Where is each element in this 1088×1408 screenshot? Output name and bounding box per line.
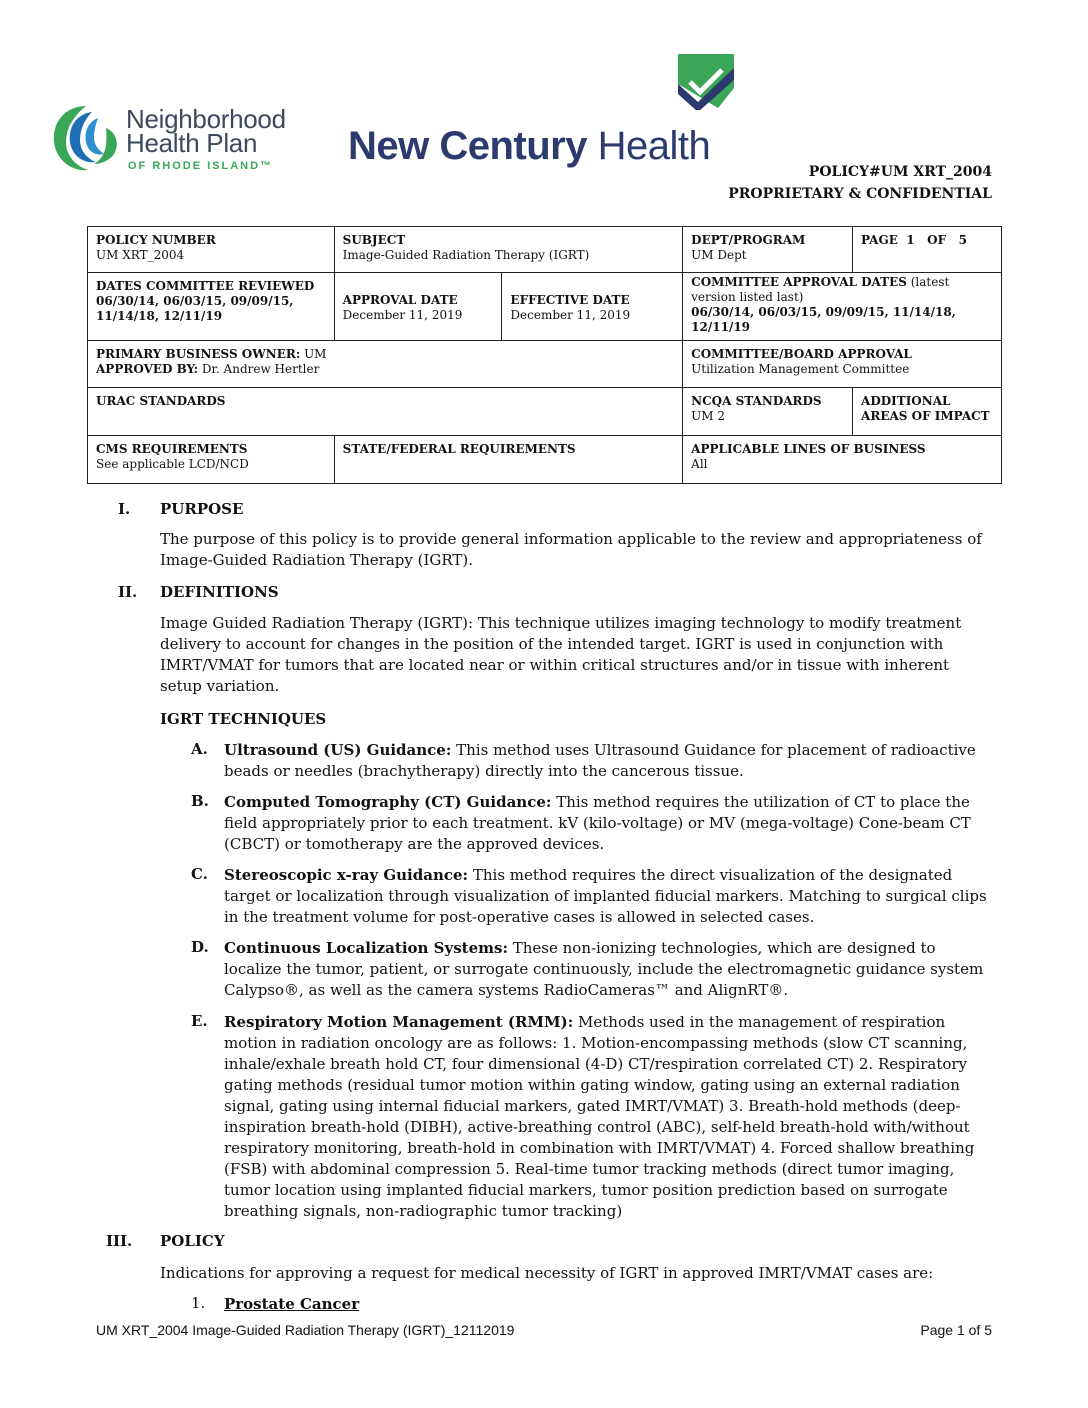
urac-label: URAC STANDARDS — [96, 394, 226, 408]
additional-label: ADDITIONAL AREAS OF IMPACT — [861, 394, 990, 423]
committee-dates-label: COMMITTEE APPROVAL DATES — [691, 275, 907, 289]
policy-number-heading: POLICY#UM XRT_2004 — [808, 164, 992, 180]
dept-label: DEPT/PROGRAM — [691, 233, 806, 247]
cell-policy-number — [88, 227, 335, 273]
cell-effective-date — [502, 273, 683, 341]
board-value: Utilization Management Committee — [691, 362, 910, 376]
cell-approval-date — [334, 273, 502, 341]
nhp-subtitle: OF RHODE ISLAND™ — [128, 160, 274, 172]
nch-check-icon — [678, 54, 734, 110]
technique-a-text: This method uses Ultrasound Guidance for placement of radioactive beads or needles (brachytherapy) directly into the cancerous tissue. — [224, 741, 976, 780]
section-3-number: III. — [106, 1232, 133, 1250]
ncqa-label: NCQA STANDARDS — [691, 394, 822, 408]
technique-c-text: This method requires the direct visualization of the designated target or localization through visualization of implanted fiducial markers. Matching to surgical clips in the treatment volume for post-operative cases is allowed in selected cases. — [224, 866, 987, 926]
technique-c — [224, 865, 994, 928]
nch-name — [348, 124, 710, 169]
technique-e — [224, 1012, 994, 1222]
nhp-logo — [46, 98, 316, 178]
technique-b-text: This method requires the utilization of CT to place the field appropriately prior to each treatment. kV (kilo-voltage) or MV (mega-voltage) Cone-beam CT (CBCT) or tomotherapy are the approved devices. — [224, 793, 971, 853]
section-2-title: DEFINITIONS — [160, 583, 279, 601]
owner-label: PRIMARY BUSINESS OWNER: — [96, 347, 301, 361]
cms-label: CMS REQUIREMENTS — [96, 442, 248, 456]
effective-date-value: December 11, 2019 — [510, 307, 631, 322]
cell-page — [853, 227, 1002, 273]
nhp-swirl-icon — [46, 98, 126, 178]
approval-date-label: APPROVAL DATE — [342, 292, 458, 307]
policy-item-1-title-text: Prostate Cancer — [224, 1295, 360, 1313]
nhp-name-line2: Health Plan — [126, 128, 258, 158]
cell-urac — [88, 388, 683, 436]
cell-dates-reviewed — [88, 273, 335, 341]
technique-c-term: Stereoscopic x-ray Guidance: — [224, 866, 469, 884]
cell-subject — [334, 227, 683, 273]
policy-number-value: UM XRT_2004 — [96, 248, 185, 262]
nhp-name-line1: Neighborhood — [126, 104, 286, 134]
nch-name-light: Health — [587, 124, 711, 168]
technique-c-letter: C. — [191, 865, 208, 883]
technique-a-letter: A. — [191, 740, 208, 758]
section-1-title: PURPOSE — [160, 500, 244, 518]
nch-name-bold: New Century — [348, 124, 587, 168]
committee-dates-value: 06/30/14, 06/03/15, 09/09/15, 11/14/18, 12/11/19 — [691, 305, 956, 334]
approved-by-label: APPROVED BY: — [96, 362, 199, 376]
cell-lob — [683, 436, 1002, 484]
cell-additional — [853, 388, 1002, 436]
techniques-title: IGRT TECHNIQUES — [160, 710, 327, 728]
technique-e-term: Respiratory Motion Management (RMM): — [224, 1013, 574, 1031]
subject-value: Image-Guided Radiation Therapy (IGRT) — [342, 248, 590, 262]
technique-b-letter: B. — [191, 792, 209, 810]
state-label: STATE/FEDERAL REQUIREMENTS — [342, 442, 576, 456]
technique-b-term: Computed Tomography (CT) Guidance: — [224, 793, 552, 811]
technique-d-term: Continuous Localization Systems: — [224, 939, 508, 957]
policy-info-table — [87, 226, 1002, 484]
subject-label: SUBJECT — [342, 233, 406, 247]
cms-value: See applicable LCD/NCD — [96, 457, 249, 471]
dept-value: UM Dept — [691, 248, 747, 262]
cell-state-federal — [334, 436, 683, 484]
page-label: PAGE 1 OF 5 — [861, 233, 967, 247]
dates-reviewed-label: DATES COMMITTEE REVIEWED — [96, 279, 315, 293]
policy-item-1-title — [224, 1294, 994, 1315]
cell-cms — [88, 436, 335, 484]
nch-logo — [348, 54, 748, 170]
cell-ncqa — [683, 388, 853, 436]
board-label: COMMITTEE/BOARD APPROVAL — [691, 347, 912, 361]
technique-e-text: Methods used in the management of respiration motion in radiation oncology are as follows: 1. Motion-encompassing methods (slow CT scanning, inhale/exhale breath hold CT, four dimensional (4-D) CT/respiration correlated CT) 2. Respiratory gating methods (residual tumor motion within gating window, gating using an external radiation signal, gating using internal fiducial markers, gated IMRT/VMAT) 3. Breath-hold methods (deep-inspiration breath-hold (DIBH), active-breathing control (ABC), self-held breath-hold with/without respiratory monitoring, breath-hold in combination with IMRT/VMAT) 4. Forced shallow breathing (FSB) with abdominal compression 5. Real-time tumor tracking methods (direct tumor imaging, tumor location using implanted fiducial markers, tumor position prediction based on surrogate breathing signals, non-radiographic tumor tracking) — [224, 1013, 975, 1220]
technique-b — [224, 792, 994, 855]
technique-d-letter: D. — [191, 938, 209, 956]
policy-number-label: POLICY NUMBER — [96, 233, 216, 247]
technique-a — [224, 740, 994, 782]
ncqa-value: UM 2 — [691, 409, 726, 423]
lob-value: All — [691, 457, 708, 471]
section-3-text: Indications for approving a request for medical necessity of IGRT in approved IMRT/VMAT cases are: — [160, 1264, 934, 1282]
owner-value: UM — [300, 347, 327, 361]
technique-e-letter: E. — [191, 1012, 208, 1030]
cell-dept — [683, 227, 853, 273]
section-2-number: II. — [118, 583, 138, 601]
technique-a-term: Ultrasound (US) Guidance: — [224, 741, 452, 759]
confidential-heading: PROPRIETARY & CONFIDENTIAL — [728, 186, 992, 202]
approved-by-value: Dr. Andrew Hertler — [198, 362, 320, 376]
lob-label: APPLICABLE LINES OF BUSINESS — [691, 442, 926, 456]
policy-item-1-number: 1. — [191, 1294, 206, 1312]
section-1-text: The purpose of this policy is to provide general information applicable to the review and appropriateness of Image-Guided Radiation Therapy (IGRT). — [160, 530, 982, 569]
technique-d — [224, 938, 994, 1001]
dates-reviewed-value: 06/30/14, 06/03/15, 09/09/15, 11/14/18, 12/11/19 — [96, 294, 294, 323]
section-1-number: I. — [118, 500, 131, 518]
cell-board-approval — [683, 341, 1002, 388]
section-3-title: POLICY — [160, 1232, 225, 1250]
section-2-text: Image Guided Radiation Therapy (IGRT): This technique utilizes imaging technology to modify treatment delivery to account for changes in the position of the intended target. IGRT is used in conjunction with IMRT/VMAT for tumors that are located near or within critical structures and/or in tissue with inherent setup variation. — [160, 614, 962, 695]
footer-page-number: Page 1 of 5 — [920, 1322, 992, 1338]
committee-dates-note: (latest version listed last) — [691, 275, 950, 304]
footer-document-id: UM XRT_2004 Image-Guided Radiation Therapy (IGRT)_12112019 — [96, 1322, 515, 1338]
approval-date-value: December 11, 2019 — [342, 307, 463, 322]
technique-d-text: These non-ionizing technologies, which are designed to localize the tumor, patient, or surrogate continuously, include the electromagnetic guidance system Calypso®, as well as the camera systems RadioCameras™ and AlignRT®. — [224, 939, 984, 999]
cell-committee-dates — [683, 273, 1002, 341]
cell-owner — [88, 341, 683, 388]
effective-date-label: EFFECTIVE DATE — [510, 292, 630, 307]
